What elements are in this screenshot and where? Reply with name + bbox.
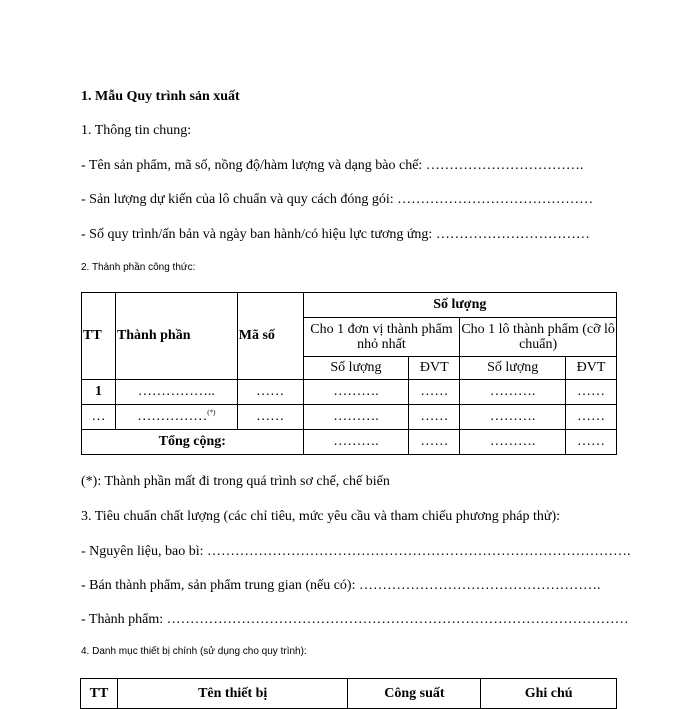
cell-u1: ……: [409, 405, 460, 430]
section-1-title: 1. Mẫu Quy trình sản xuất: [81, 89, 240, 104]
cell-tt: …: [82, 405, 116, 430]
header-per-unit: Cho 1 đơn vị thành phẩm nhỏ nhất: [303, 318, 460, 357]
cell-u1: ……: [409, 380, 460, 405]
header-code: Mã số: [237, 293, 303, 380]
cell-tt: 1: [82, 380, 116, 405]
cell-q1: ……….: [303, 380, 409, 405]
cell-u2: ……: [566, 405, 617, 430]
section-3-title: 3. Tiêu chuẩn chất lượng (các chỉ tiêu, mức yêu cầu và tham chiếu phương pháp thử):: [81, 509, 561, 524]
equipment-table: [80, 678, 617, 709]
section-2-title: 2. Thành phần công thức:: [81, 262, 196, 273]
total-row: [82, 430, 617, 455]
section-4-title: 4. Danh mục thiết bị chính (sử dụng cho quy trình):: [81, 646, 307, 657]
semi-product-line: - Bán thành phẩm, sản phẩm trung gian (nếu có): …………………………………………….: [81, 578, 601, 593]
cell-q1: ……….: [303, 405, 409, 430]
equip-header-note: Ghi chú: [481, 679, 617, 709]
batch-size-line: - Sản lượng dự kiến của lô chuẩn và quy cách đóng gói: ……………………………………: [81, 192, 594, 207]
cell-component: ……………(*): [115, 405, 237, 430]
total-q2: ……….: [460, 430, 566, 455]
equip-header-power: Công suất: [348, 679, 481, 709]
cell-code: ……: [237, 380, 303, 405]
header-tt: TT: [82, 293, 116, 380]
header-quantity: Số lượng: [303, 293, 616, 318]
header-per-batch: Cho 1 lô thành phẩm (cỡ lô chuẩn): [460, 318, 617, 357]
cell-component: ……………..: [115, 380, 237, 405]
product-info-line: - Tên sản phẩm, mã số, nồng độ/hàm lượng và dạng bào chế: …………………………….: [81, 158, 584, 173]
total-u2: ……: [566, 430, 617, 455]
header-unit-batch: ĐVT: [566, 357, 617, 380]
header-component: Thành phần: [115, 293, 237, 380]
cell-q2: ……….: [460, 405, 566, 430]
formula-table: [81, 292, 617, 455]
lost-component-mark: (*): [207, 408, 216, 417]
cell-u2: ……: [566, 380, 617, 405]
table-row: [82, 405, 617, 430]
general-info-heading: 1. Thông tin chung:: [81, 123, 192, 138]
footnote: (*): Thành phần mất đi trong quá trình sơ chế, chế biến: [81, 474, 390, 489]
finished-product-line: - Thành phẩm: ………………………………………………………………………………………: [81, 612, 629, 627]
cell-q2: ……….: [460, 380, 566, 405]
header-qty-batch: Số lượng: [460, 357, 566, 380]
cell-code: ……: [237, 405, 303, 430]
total-label: Tổng cộng:: [82, 430, 304, 455]
equip-header-name: Tên thiết bị: [117, 679, 348, 709]
total-q1: ……….: [303, 430, 409, 455]
equip-header-tt: TT: [81, 679, 118, 709]
table-row: [82, 380, 617, 405]
process-number-line: - Số quy trình/ấn bản và ngày ban hành/có hiệu lực tương ứng: ……………………………: [81, 227, 590, 242]
total-u1: ……: [409, 430, 460, 455]
header-qty-unit: Số lượng: [303, 357, 409, 380]
header-unit-unit: ĐVT: [409, 357, 460, 380]
raw-material-line: - Nguyên liệu, bao bì: ……………………………………………………………………………….: [81, 544, 631, 559]
